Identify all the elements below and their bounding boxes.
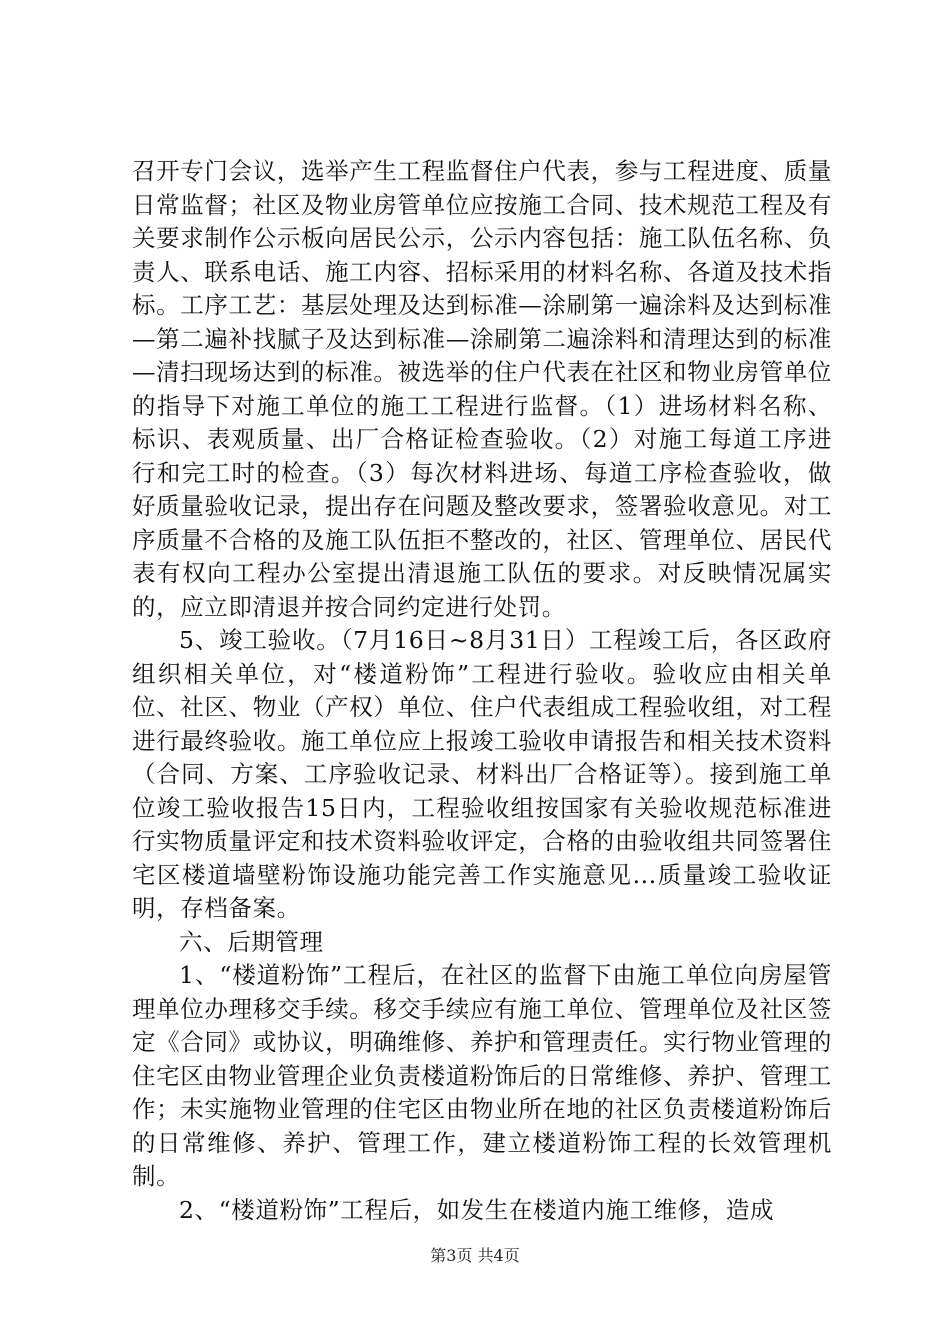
paragraph-continued: 召开专门会议，选举产生工程监督住户代表，参与工程进度、质量日常监督；社区及物业房管单位应按施工合同、技术规范工程及有关要求制作公示板向居民公示，公示内容包括：施工队伍名称、负责人、联系电话、施工内容、招标采用的材料名称、各道及技术指标。工序工艺：基层处理及达到标准—涂刷第一遍涂料及达到标准—第二遍补找腻子及达到标准—涂刷第二遍涂料和清理达到的标准—清扫现场达到的标准。被选举的住户代表在社区和物业房管单位的指导下对施工单位的施工工程进行监督。（1）进场材料名称、标识、表观质量、出厂合格证检查验收。（2）对施工每道工序进行和完工时的检查。（3）每次材料进场、每道工序检查验收，做好质量验收记录，提出存在问题及整改要求，签署验收意见。对工序质量不合格的及施工队伍拒不整改的，社区、管理单位、居民代表有权向工程办公室提出清退施工队伍的要求。对反映情况属实的，应立即清退并按合同约定进行处罚。 — [132, 157, 832, 621]
document-body — [132, 155, 832, 1227]
paragraph-repair: 2、“楼道粉饰”工程后，如发生在楼道内施工维修，造成 — [179, 1195, 775, 1224]
section-heading-later-management: 六、后期管理 — [179, 927, 324, 956]
paragraph-completion-acceptance: 5、竣工验收。（7月16日~8月31日）工程竣工后，各区政府组织相关单位，对“楼道粉饰”工程进行验收。验收应由相关单位、社区、物业（产权）单位、住户代表组成工程验收组，对工程进行最终验收。施工单位应上报竣工验收申请报告和相关技术资料（合同、方案、工序验收记录、材料出厂合格证等）。接到施工单位竣工验收报告15日内，工程验收组按国家有关验收规范标准进行实物质量评定和技术资料验收评定，合格的由验收组共同签署住宅区楼道墙壁粉饰设施功能完善工作实施意见...质量竣工验收证明，存档备案。 — [132, 626, 832, 922]
page-number-footer: 第3页 共4页 — [430, 1246, 520, 1265]
paragraph-handover: 1、“楼道粉饰”工程后，在社区的监督下由施工单位向房屋管理单位办理移交手续。移交手续应有施工单位、管理单位及社区签定《合同》或协议，明确维修、养护和管理责任。实行物业管理的住宅区由物业管理企业负责楼道粉饰后的日常维修、养护、管理工作；未实施物业管理的住宅区由物业所在地的社区负责楼道粉饰后的日常维修、养护、管理工作，建立楼道粉饰工程的长效管理机制。 — [132, 961, 832, 1190]
